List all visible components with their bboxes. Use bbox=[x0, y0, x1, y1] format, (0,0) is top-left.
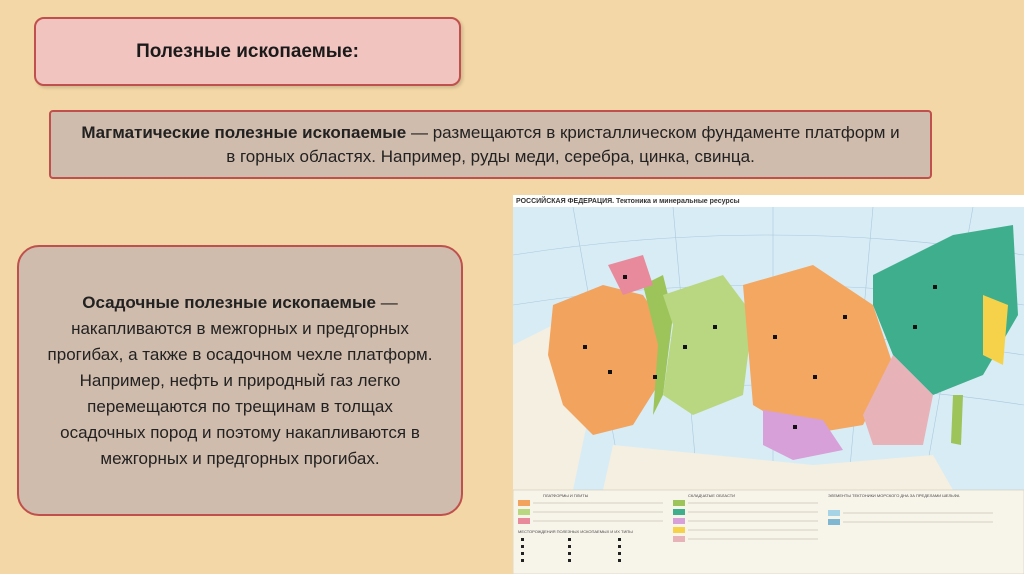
magmatic-description: — размещаются в кристаллическом фундаменте платформ и в горных областях. Например, руды меди, серебра, цинка, свинца. bbox=[226, 122, 900, 166]
map-title: РОССИЙСКАЯ ФЕДЕРАЦИЯ. Тектоника и минеральные ресурсы bbox=[516, 198, 740, 205]
sedimentary-text-box bbox=[17, 245, 463, 516]
sedimentary-description: — накапливаются в межгорных и предгорных прогибах, а также в осадочном чехле платформ. Например, нефть и природный газ легко перемещаются по трещинам в толщах осадочных пород и поэтому накапливаются в межгорных и предгорных прогибах. bbox=[47, 292, 433, 468]
sakhalin bbox=[951, 395, 963, 445]
legend-header-4: МЕСТОРОЖДЕНИЯ ПОЛЕЗНЫХ ИСКОПАЕМЫХ И ИХ ТИПЫ bbox=[518, 529, 633, 534]
legend-header-1: ПЛАТФОРМЫ И ПЛИТЫ bbox=[543, 493, 589, 498]
legend-header-3: ЭЛЕМЕНТЫ ТЕКТОНИКИ МОРСКОГО ДНА ЗА ПРЕДЕЛАМИ ШЕЛЬФА bbox=[828, 493, 960, 498]
slide-title: Полезные ископаемые: bbox=[34, 17, 461, 86]
sedimentary-term: Осадочные полезные ископаемые bbox=[82, 292, 376, 312]
map-graphic bbox=[513, 195, 1024, 574]
magmatic-text-box bbox=[49, 110, 932, 179]
tectonic-map-image bbox=[513, 195, 1024, 574]
magmatic-term: Магматические полезные ископаемые bbox=[81, 122, 407, 142]
legend-header-2: СКЛАДЧАТЫЕ ОБЛАСТИ bbox=[688, 493, 736, 498]
